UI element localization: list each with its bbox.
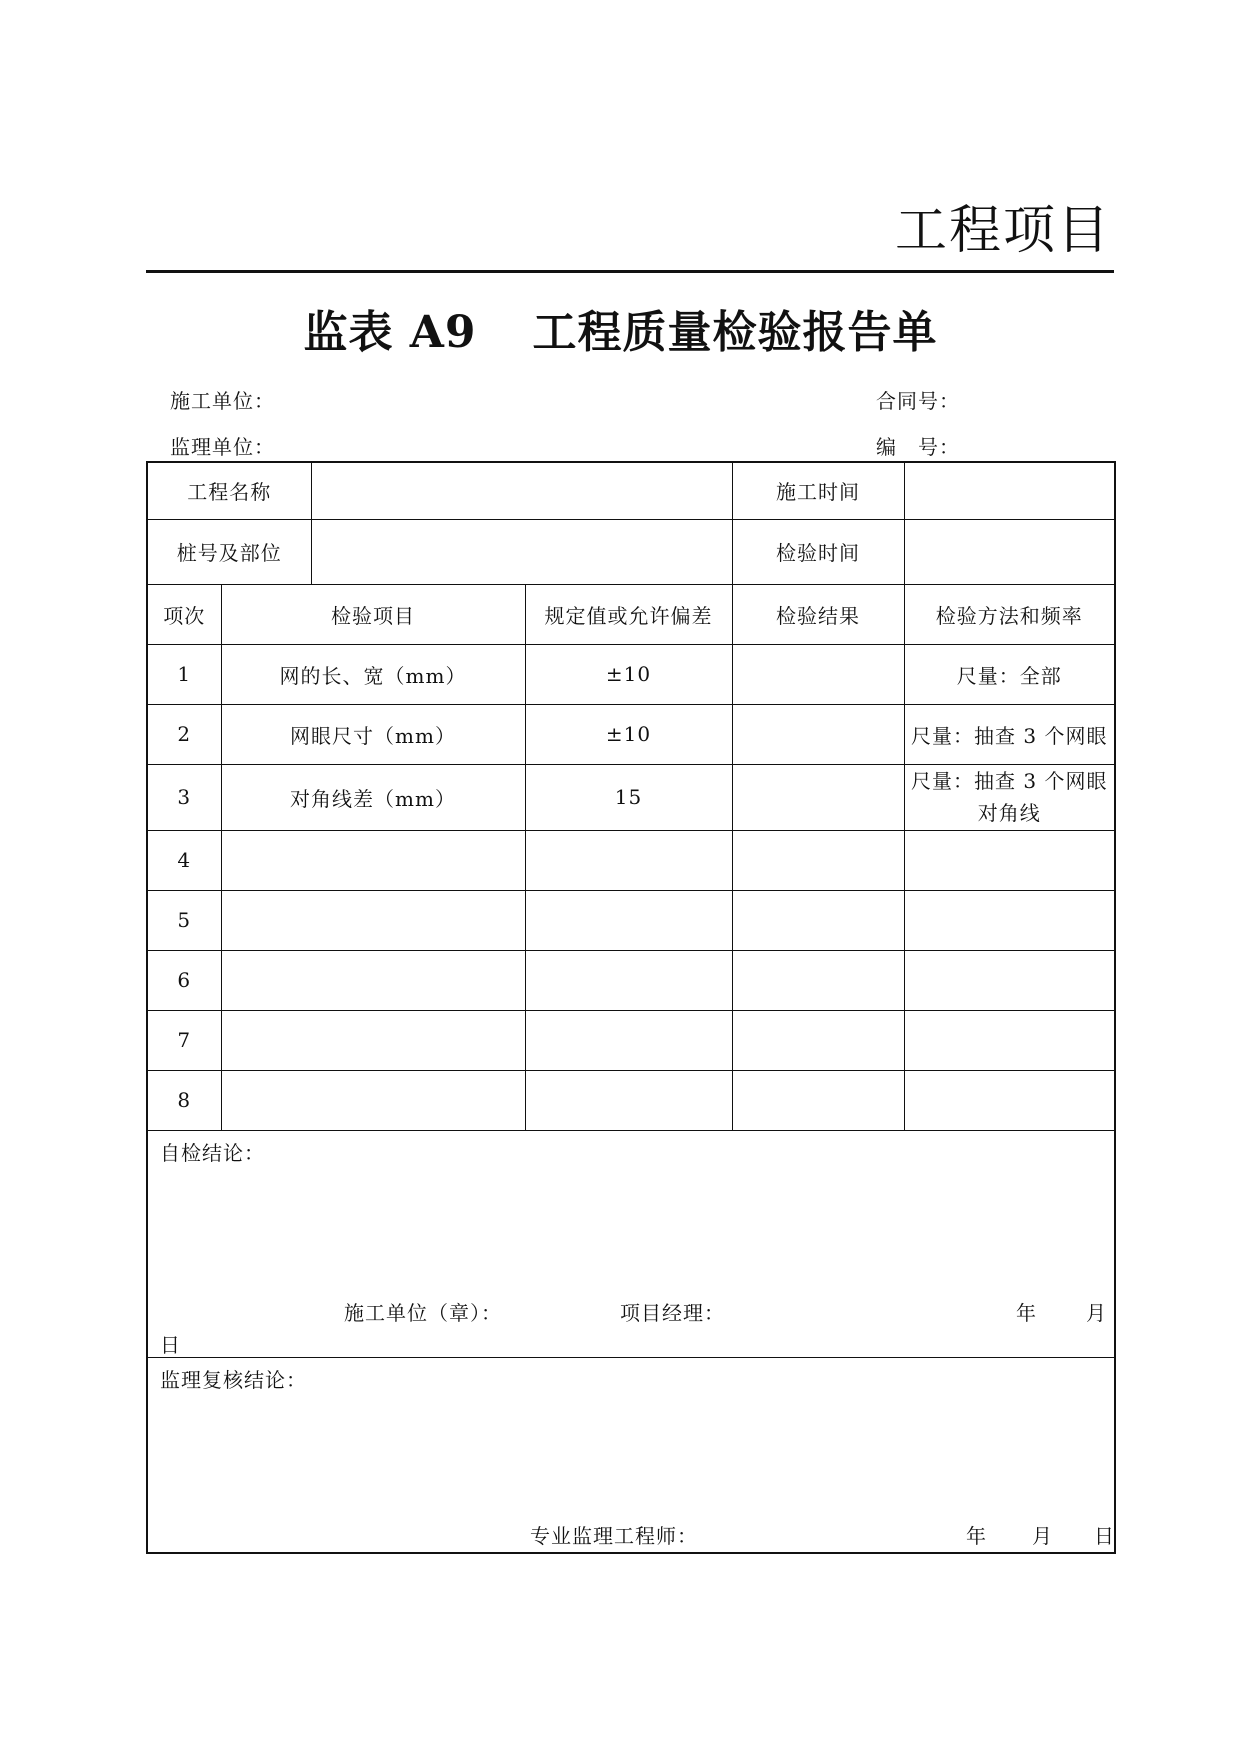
project-name-value xyxy=(311,462,732,519)
row-tolerance: ±10 xyxy=(525,644,732,704)
supervising-engineer-label: 专业监理工程师： xyxy=(530,1523,698,1548)
self-check-month-label: 月 xyxy=(1086,1300,1107,1325)
table-header-row xyxy=(147,584,1115,644)
row-no: 1 xyxy=(147,644,221,704)
contract-number-field xyxy=(876,385,960,414)
row-item xyxy=(221,890,525,950)
station-label: 桩号及部位 xyxy=(147,519,311,584)
self-check-cell xyxy=(147,1130,1115,1357)
self-check-year-label: 年 xyxy=(1016,1300,1037,1325)
project-manager-label: 项目经理： xyxy=(620,1300,725,1325)
row-method xyxy=(904,890,1115,950)
inspection-form-table xyxy=(146,461,1116,1554)
row-method xyxy=(904,830,1115,890)
header-method: 检验方法和频率 xyxy=(904,584,1115,644)
row-no: 4 xyxy=(147,830,221,890)
review-cell xyxy=(147,1357,1115,1553)
review-year-label: 年 xyxy=(966,1523,987,1548)
number-label: 编 号： xyxy=(876,435,960,459)
row-item: 网的长、宽（mm） xyxy=(221,644,525,704)
row-no: 2 xyxy=(147,704,221,764)
table-row xyxy=(147,890,1115,950)
table-row xyxy=(147,950,1115,1010)
row-tolerance xyxy=(525,830,732,890)
row-tolerance: ±10 xyxy=(525,704,732,764)
header-title: 工程项目 xyxy=(894,201,1111,261)
row-method xyxy=(904,950,1115,1010)
contractor-seal-label: 施工单位（章）： xyxy=(344,1300,502,1325)
row-tolerance xyxy=(525,1010,732,1070)
review-label: 监理复核结论： xyxy=(160,1367,307,1392)
header-tolerance: 规定值或允许偏差 xyxy=(525,584,732,644)
header-result: 检验结果 xyxy=(732,584,904,644)
row-no: 6 xyxy=(147,950,221,1010)
table-row xyxy=(147,1010,1115,1070)
row-result xyxy=(732,890,904,950)
supervisor-field xyxy=(170,431,275,460)
form-title xyxy=(0,296,1241,360)
station-value xyxy=(311,519,732,584)
table-row xyxy=(147,644,1115,704)
row-tolerance xyxy=(525,890,732,950)
inspection-time-label: 检验时间 xyxy=(732,519,904,584)
row-result xyxy=(732,830,904,890)
row-result xyxy=(732,704,904,764)
self-check-day-label: 日 xyxy=(160,1332,181,1357)
row-method: 尺量：全部 xyxy=(904,644,1115,704)
project-name-row xyxy=(147,462,1115,519)
review-day-label: 日 xyxy=(1094,1523,1115,1548)
header-no: 项次 xyxy=(147,584,221,644)
row-item xyxy=(221,830,525,890)
form-code: 监表 A9 xyxy=(303,307,477,358)
table-row xyxy=(147,830,1115,890)
station-row xyxy=(147,519,1115,584)
construction-time-value xyxy=(904,462,1115,519)
table-row xyxy=(147,704,1115,764)
project-name-label: 工程名称 xyxy=(147,462,311,519)
table-row xyxy=(147,1070,1115,1130)
number-field xyxy=(876,431,960,460)
supervisor-label: 监理单位： xyxy=(170,435,275,459)
row-no: 8 xyxy=(147,1070,221,1130)
row-method: 尺量：抽查 3 个网眼 xyxy=(904,704,1115,764)
row-result xyxy=(732,764,904,830)
row-result xyxy=(732,1070,904,1130)
contractor-label: 施工单位： xyxy=(170,389,275,413)
row-method: 尺量：抽查 3 个网眼对角线 xyxy=(904,764,1115,830)
row-item: 对角线差（mm） xyxy=(221,764,525,830)
row-item xyxy=(221,1070,525,1130)
self-check-label: 自检结论： xyxy=(160,1140,265,1165)
row-method xyxy=(904,1070,1115,1130)
form-name: 工程质量检验报告单 xyxy=(532,307,938,358)
header-item: 检验项目 xyxy=(221,584,525,644)
construction-time-label: 施工时间 xyxy=(732,462,904,519)
row-result xyxy=(732,1010,904,1070)
self-check-row xyxy=(147,1130,1115,1357)
contractor-field xyxy=(170,385,275,414)
review-row xyxy=(147,1357,1115,1553)
row-tolerance xyxy=(525,950,732,1010)
row-item xyxy=(221,1010,525,1070)
row-result xyxy=(732,644,904,704)
row-no: 7 xyxy=(147,1010,221,1070)
row-tolerance: 15 xyxy=(525,764,732,830)
row-item xyxy=(221,950,525,1010)
row-tolerance xyxy=(525,1070,732,1130)
inspection-time-value xyxy=(904,519,1115,584)
row-method xyxy=(904,1010,1115,1070)
row-item: 网眼尺寸（mm） xyxy=(221,704,525,764)
contract-number-label: 合同号： xyxy=(876,389,960,413)
row-no: 3 xyxy=(147,764,221,830)
row-result xyxy=(732,950,904,1010)
review-month-label: 月 xyxy=(1032,1523,1053,1548)
header-divider xyxy=(146,270,1114,273)
table-row xyxy=(147,764,1115,830)
row-no: 5 xyxy=(147,890,221,950)
